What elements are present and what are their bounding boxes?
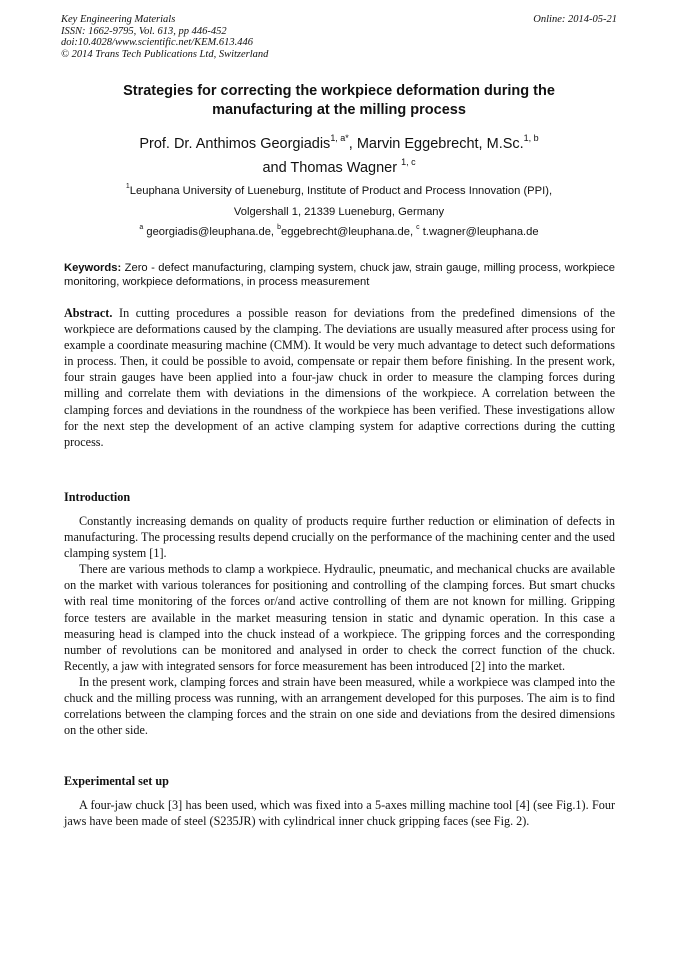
abstract-text: In cutting procedures a possible reason for deviations from the predefined dimensions of the workpiece are deformations caused by the clamping. The deviations are usually measured after process using for example a coordinate measuring machine (CMM). It would be very much advantage to detect such deformations in process. Then, it could be possible to avoid, compensate or repair them before finishing. In the present work, four strain gauges have been applied into a four-jaw chuck in order to measure the clamping forces during milling and correlate them with deviations in the dimensions of the workpiece. A correlation between the clamping forces and deviations in the roundness of the workpiece has been verified. These investigations allow for the next step the development of an active clamping system for adaptive corrections during the cutting process. [64, 306, 615, 449]
setup-paragraph-1: A four-jaw chuck [3] has been used, which was fixed into a 5-axes milling machine tool [4] (see Fig.1). Four jaws have been made of steel (S235JR) with cylindrical inner chuck gripping faces (see Fig. 2). [64, 798, 615, 829]
title-line-1: Strategies for correcting the workpiece deformation during the [123, 83, 555, 99]
email-marker-b: b [277, 224, 282, 232]
author-georgiadis: Prof. Dr. Anthimos Georgiadis [139, 136, 331, 152]
author-list [64, 132, 614, 180]
affiliation-number: 1 [125, 183, 130, 191]
author-line-2 [64, 156, 614, 180]
affiliation-institute: Leuphana University of Lueneburg, Institute of Product and Process Innovation (PPI), [129, 185, 553, 197]
doi-line: doi:10.4028/www.scientific.net/KEM.613.446 [61, 37, 253, 48]
email-marker-c: c [416, 224, 420, 232]
abstract-label: Abstract. [64, 306, 113, 320]
affiliation [64, 181, 614, 243]
journal-header [61, 14, 617, 60]
author-line-1 [64, 132, 614, 156]
author-wagner-affil: 1, c [401, 156, 416, 167]
setup-body [64, 797, 615, 829]
issn-line: ISSN: 1662-9795, Vol. 613, pp 446-452 [61, 25, 227, 37]
paper-title [64, 82, 614, 120]
email-georgiadis: georgiadis@leuphana.de, [143, 226, 278, 238]
author-georgiadis-affil: 1, a* [330, 132, 349, 143]
online-date: Online: 2014-05-21 [533, 14, 617, 25]
keywords-text: Zero - defect manufacturing, clamping system, chuck jaw, strain gauge, milling process, workpiece monitoring, workpiece deformations, in process measurement [64, 262, 615, 288]
abstract-block [64, 305, 615, 450]
email-eggebrecht: eggebrecht@leuphana.de, [281, 226, 417, 238]
copyright-line: © 2014 Trans Tech Publications Ltd, Switzerland [61, 48, 269, 60]
setup-heading: Experimental set up [64, 774, 169, 788]
author-eggebrecht-affil: 1, b [523, 132, 539, 143]
journal-name: Key Engineering Materials [61, 14, 176, 25]
introduction-paragraph-3: In the present work, clamping forces and strain have been measured, while a workpiece was clamped into the chuck and the milling process was running, with an arrangement developed for this purposes. The aim is to find correlations between the clamping forces and the strain on one side and deviations from the desired dimensions on the other side. [64, 674, 615, 738]
author-wagner: and Thomas Wagner [262, 160, 402, 176]
email-wagner: t.wagner@leuphana.de [419, 226, 539, 238]
email-line [64, 222, 614, 243]
introduction-body [64, 513, 615, 738]
keywords-label: Keywords: [64, 262, 122, 274]
affiliation-line-1 [64, 181, 614, 202]
title-line-2: manufacturing at the milling process [212, 102, 466, 118]
email-marker-a: a [139, 224, 144, 232]
introduction-paragraph-2: There are various methods to clamp a workpiece. Hydraulic, pneumatic, and mechanical chucks are available on the market with various tolerances for positioning and controlling of the clamping forces. But smart chucks with real time monitoring of the forces or/and active controlling of them are not known for milling. Gripping force testers are available in the market measuring tension in static and dynamic operation. In this case a measuring head is clamped into the chuck instead of a workpiece. The gripping forces and the corresponding number of revolutions can be monitored and analysed in order to check the correct function of the chuck. Recently, a jaw with integrated sensors for force measurement has been introduced [2] into the market. [64, 562, 615, 673]
affiliation-address: Volgershall 1, 21339 Lueneburg, Germany [233, 205, 445, 218]
keywords-block [64, 262, 615, 289]
author-eggebrecht: , Marvin Eggebrecht, M.Sc. [348, 136, 524, 152]
introduction-heading: Introduction [64, 490, 131, 504]
introduction-paragraph-1: Constantly increasing demands on quality of products require further reduction or elimination of defects in manufacturing. The processing results depend crucially on the performance of the machining center and the used clamping system [1]. [64, 514, 615, 561]
